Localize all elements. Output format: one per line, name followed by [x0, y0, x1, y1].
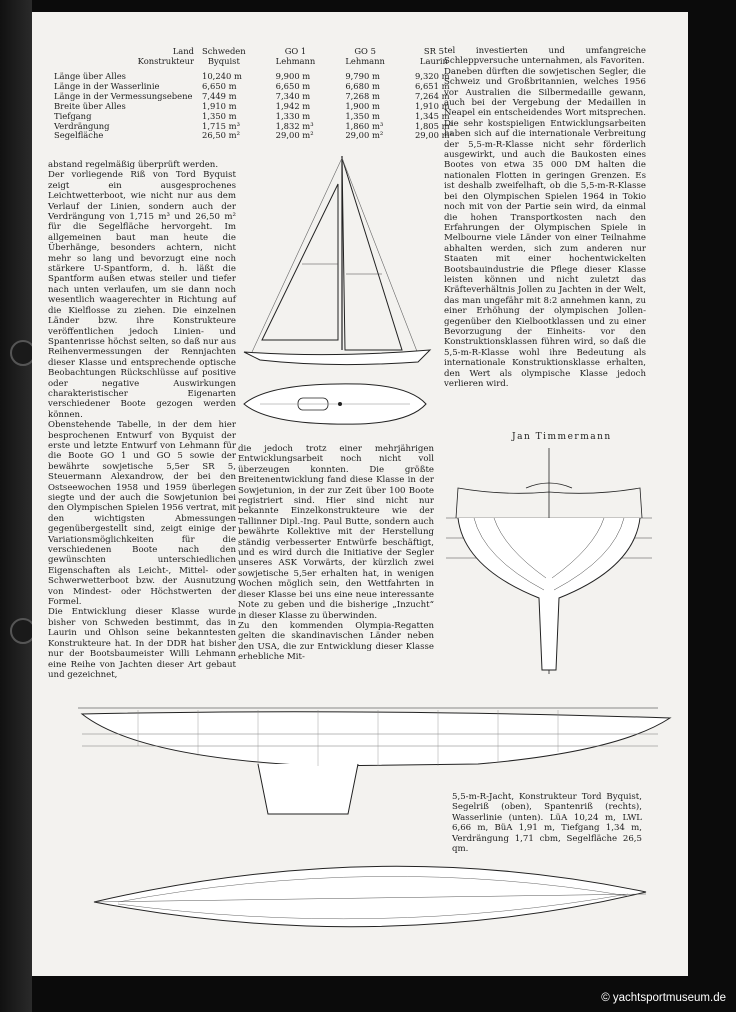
spec-row-label: Länge in der Wasserlinie: [54, 80, 160, 91]
spec-row-label: Breite über Alles: [54, 100, 126, 111]
spec-row-value: 6,650 m: [202, 80, 237, 91]
spec-row-value: 6,651 m: [414, 80, 450, 91]
spec-header-cell: GO 5: [354, 46, 376, 56]
spec-row-label: Tiefgang: [54, 110, 92, 121]
spec-row-value: 9,900 m: [275, 71, 311, 81]
author-signature: Jan Timmermann: [512, 432, 612, 442]
spec-row-value: 6,650 m: [275, 80, 311, 91]
spec-row-value: 10,240 m: [202, 71, 242, 81]
sail-plan-drawing: [242, 154, 432, 369]
spec-row-value: 7,449 m: [202, 90, 237, 101]
copyright-footer: © yachtsportmuseum.de: [601, 992, 726, 1004]
spec-header-cell: GO 1: [284, 46, 307, 56]
spec-header-cell: Schweden: [202, 46, 246, 56]
spec-row-value: 29,00 m²: [275, 130, 314, 141]
text-column-2: [238, 444, 434, 663]
spec-header-row: [50, 46, 457, 56]
spec-row-value: 29,00 m²: [414, 130, 453, 141]
spec-row-value: 7,268 m: [345, 90, 380, 101]
paragraph: Der vorliegende Riß von Tord Byquist zeigt ein ausgesprochenes Leichtwetterboot, wie nicht nur aus dem Verlauf der Linien, sondern auch der Verdrängung von 1,715 m³ und 26,50 m² für die Segelfläche hervorgeht. Im allgemeinen baut man heute die Überhänge, besonders achtern, nicht mehr so lang und bevorzugt eine noch stärkere U-Spantform, d. h. läßt die Spantform außen etwas steiler und tiefer nach unten verlaufen, um sie dann noch wesentlich waagerechter in Richtung auf die Kielflosse zu ziehen. Die einzelnen Länder bzw. ihre Konstrukteure veröffentlichen jedoch Linien- und Spantenrisse höchst selten, so daß nur aus Reihenvermessungen der Rennjachten dieser Klasse und entsprechende optische Beobachtungen Rückschlüsse auf positive oder negative Auswirkungen charakteristischer Eigenarten verschiedener Boote gezogen werden können.: [48, 170, 236, 420]
spec-row-label: Verdrängung: [54, 120, 110, 131]
spec-header-cell: Lehmann: [275, 56, 316, 66]
spec-row-value: 7,264 m: [414, 90, 450, 101]
spec-row-value: 1,350 m: [202, 110, 237, 121]
magazine-page: [32, 12, 688, 976]
deck-plan-drawing: [240, 376, 430, 432]
spec-row-value: 6,680 m: [345, 80, 380, 91]
spec-row-value: 7,340 m: [275, 90, 311, 101]
spec-header-cell: Laurin: [419, 56, 448, 66]
spec-row: [50, 112, 457, 122]
paragraph: Die Entwicklung dieser Klasse wurde bisher von Schweden bestimmt, das in Laurin und Ohlson seine bekanntesten Konstrukteure hat. In der DDR hat bisher nur der Bootsbaumeister Willi Lehmann eine Reihe von Jachten dieser Art gebaut und gezeichnet,: [48, 607, 236, 680]
spec-row-value: 29,00 m²: [345, 130, 384, 141]
spec-row-value: 1,910 m: [414, 100, 450, 111]
spec-row-value: 9,790 m: [345, 71, 380, 81]
spec-header-cell: Byquist: [207, 56, 240, 66]
spec-row-value: 1,330 m: [275, 110, 311, 121]
text-column-1: [48, 160, 236, 680]
spec-row-label: Länge in der Vermessungsebene: [54, 90, 193, 101]
spec-row-label: Länge über Alles: [54, 71, 126, 81]
spec-row: [50, 122, 457, 132]
spec-row-value: 1,910 m: [202, 100, 237, 111]
spec-row-value: 1,860 m³: [345, 120, 384, 131]
spec-row-value: 1,345 m: [414, 110, 450, 121]
spec-header-cell: Konstrukteur: [137, 56, 194, 66]
spec-row: [50, 102, 457, 112]
spec-row-value: 1,900 m: [345, 100, 380, 111]
binding-shadow: [0, 0, 32, 1012]
spec-header-cell: Lehmann: [345, 56, 385, 66]
spec-row: [50, 131, 457, 141]
spec-header-cell: Land: [172, 46, 194, 56]
paragraph: Zu den kommenden Olympia-Regatten gelten die skandinavischen Länder neben den USA, die zur Entwicklung dieser Klasse erhebliche Mit-: [238, 620, 434, 663]
spec-header-row: [50, 56, 457, 66]
spec-table: [50, 46, 457, 141]
body-plan-drawing: [444, 448, 654, 678]
spec-row-value: 1,805 m³: [414, 120, 453, 131]
figure-caption: 5,5-m-R-Jacht, Konstrukteur Tord Byquist, Segelriß (oben), Spantenriß (rechts), Wasserlinie (unten). LüA 10,24 m, LWL 6,66 m, BüA 1,91 m, Tiefgang 1,34 m, Verdrängung 1,71 cbm, Segelfläche 26,5 qm.: [452, 792, 642, 855]
paragraph: Daneben dürften die sowjetischen Segler, die Schweiz und Großbritannien, welches 1956 vor Australien die Silbermedaille gewann, auch bei der Vergebung der Medaillen in Neapel ein entscheidendes Wort mitsprechen. Die sehr kostspieligen Entwicklungsarbeiten haben sich auf die internationale Verbreitung der 5,5-m-R-Klasse nicht sehr förderlich ausgewirkt, und auch die Baukosten eines Bootes von etwa 35 000 DM halten die nationalen Flotten in geringen Grenzen. Es ist deshalb zweifelhaft, ob die 5,5-m-R-Klasse bei den Olympischen Spielen 1964 in Tokio noch mit von der Partie sein wird, da einmal die hohen Transportkosten nach den Erfahrungen der Olympischen Spiele in Melbourne viele Länder von einer Teilnahme abhalten werden, sich zum anderen nur Staaten mit einer hochentwickelten Bootsbauindustrie die Pflege dieser Klasse leisten können und nicht zuletzt das Kräfteverhältnis Jollen zu Jachten in der Welt, das man ungefähr mit 8:2 annehmen kann, zu einer Erhöhung der olympischen Jollen- gegenüber den Kielbootklassen und zu einer Bevorzugung der Einheits- vor den Konstruktionsklassen führen wird, so daß die 5,5-m-R-Klasse wohl ihre Bedeutung als internationale Konstruktionsklasse erhalten, den Wert als olympische Klasse jedoch verlieren wird.: [444, 66, 646, 389]
spec-row-value: 9,320 m: [414, 71, 450, 81]
paragraph: die jedoch trotz einer mehrjährigen Entwicklungsarbeit noch nicht voll überzeugen konnten. Die größte Breitenentwicklung fand diese Klasse in der Sowjetunion, in der zur Zeit über 100 Boote registriert sind. Hier sind nicht nur bekannte Einzelkonstrukteure wie der Tallinner Dipl.-Ing. Paul Butte, sondern auch bewährte Kollektive mit der Herstellung ständig verbesserter Entwürfe beschäftigt, und es wird durch die Initiative der Segler unseres ASK Vorwärts, der kürzlich zwei sowjetische 5,5er erhalten hat, in wenigen Wochen möglich sein, den Wettfahrten in dieser Klasse bei uns eine neue interessante Note zu geben und die bisherige „Inzucht“ in dieser Klasse zu überwinden.: [238, 444, 434, 621]
paragraph: tel investierten und umfangreiche Schleppversuche unternahmen, als Favoriten.: [444, 46, 646, 67]
text-column-3: [444, 46, 646, 389]
spec-row-value: 1,832 m³: [275, 120, 314, 131]
spec-row-label: Segelfläche: [54, 130, 104, 141]
spec-row-value: 1,715 m³: [202, 120, 240, 131]
paragraph: Obenstehende Tabelle, in der dem hier besprochenen Entwurf von Byquist der erste und letzte Entwurf von Lehmann für die Boote GO 1 und GO 5 sowie der bewährte sowjetische 5,5er SR 5, Steuermann Alexandrow, der bei den Ostseewochen 1958 und 1959 überlegen siegte und der auch die Sowjetunion bei den Olympischen Spielen 1956 vertrat, mit den wichtigsten Abmessungen gegenübergestellt sind, zeigt einige der Variationsmöglichkeiten für die verschiedenen Boote nach den gewünschten unterschiedlichen Eigenschaften als Leicht-, Mittel- oder Schwerwetterboot bzw. der Ausnutzung von Mindest- oder Höchstwerten der Formel.: [48, 420, 236, 608]
spec-header-cell: SR 5: [423, 46, 444, 56]
spec-row-value: 26,50 m²: [202, 130, 240, 141]
spec-row-value: 1,350 m: [345, 110, 380, 121]
spec-row-value: 1,942 m: [275, 100, 311, 111]
paragraph: abstand regelmäßig überprüft werden.: [48, 160, 219, 170]
